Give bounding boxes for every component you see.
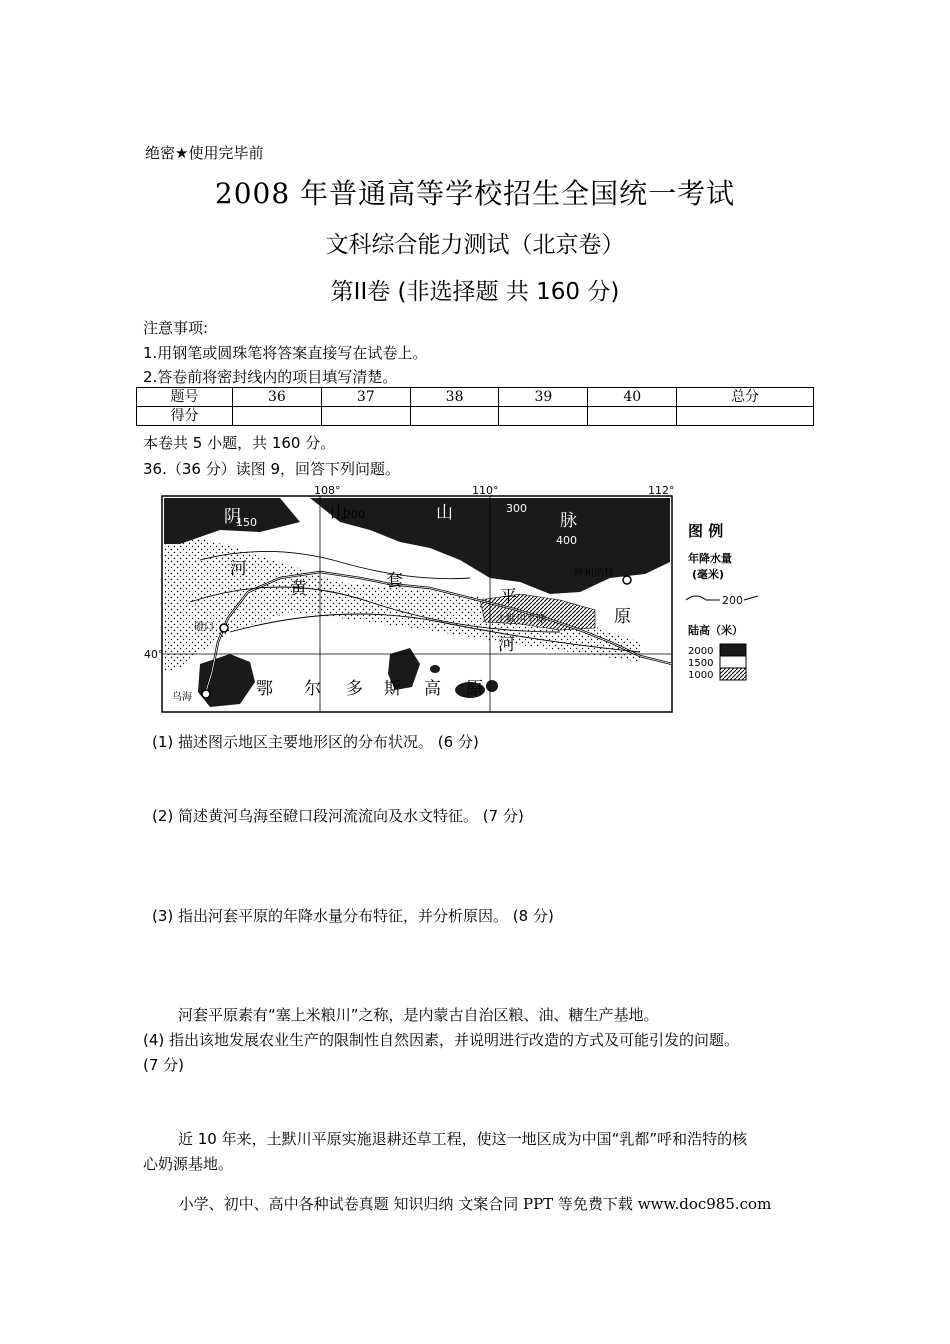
map-label-er: 尔 [304, 679, 321, 699]
question-1: (1) 描述图示地区主要地形区的分布状况。 (6 分) [152, 733, 479, 751]
score-cell[interactable] [677, 407, 814, 426]
notes-item-2: 2.答卷前将密封线内的项目填写清楚。 [143, 368, 398, 386]
score-cell[interactable] [499, 407, 588, 426]
table-cell: 得分 [137, 407, 233, 426]
table-cell: 36 [233, 388, 322, 407]
table-cell: 37 [321, 388, 410, 407]
table-cell: 总分 [677, 388, 814, 407]
score-cell[interactable] [410, 407, 499, 426]
legend-elev-title: 陆高（米） [688, 624, 743, 637]
map-label-wuhai: 乌海 [172, 692, 192, 703]
notes-heading: 注意事项: [143, 319, 209, 337]
map-label-si: 斯 [384, 679, 401, 699]
exam-title: 2008 年普通高等学校招生全国统一考试 [214, 177, 736, 210]
paper-summary: 本卷共 5 小题，共 160 分。 [143, 434, 336, 452]
legend-rain-unit: (毫米) [692, 568, 725, 581]
legend-rain-value: 200 [722, 594, 743, 607]
map-label-yin: 阴 [224, 507, 241, 527]
legend-swatch-2000 [720, 644, 746, 656]
legend-elev-1000: 1000 [688, 670, 714, 681]
legend-rain-title: 年降水量 [688, 552, 732, 565]
map-label-huhehaote: 呼和浩特 [574, 568, 614, 579]
lon-108-label: 108° [314, 484, 341, 497]
question-4-points: (7 分) [143, 1056, 185, 1074]
footer-ad[interactable]: 小学、初中、高中各种试卷真题 知识归纳 文案合同 PPT 等免费下载 www.doc985.com [178, 1195, 772, 1213]
legend-isohyet-line [686, 596, 720, 600]
plateau-high-area [486, 680, 498, 692]
lon-110-label: 110° [472, 484, 499, 497]
map-label-dengkou: 磴口 [194, 622, 214, 633]
paragraph-hetao: 河套平原素有“塞上米粮川”之称，是内蒙古自治区粮、油、糖生产基地。 [178, 1006, 659, 1024]
secret-mark: 绝密★使用完毕前 [145, 144, 264, 162]
table-cell: 题号 [137, 388, 233, 407]
map-label-he: 河 [230, 559, 247, 579]
legend-swatch-1500 [720, 656, 746, 668]
map-label-huang: 黄 [290, 579, 307, 599]
wuhai-city-marker [202, 690, 210, 698]
legend-swatch-1000 [720, 668, 746, 680]
lon-112-label: 112° [648, 484, 675, 497]
map-label-duo: 多 [346, 679, 363, 699]
legend-isohyet-line [744, 596, 758, 600]
exam-subtitle: 文科综合能力测试（北京卷） [325, 232, 625, 258]
question-2: (2) 简述黄河乌海至磴口段河流流向及水文特征。 (7 分) [152, 807, 524, 825]
isohyet-400-label: 400 [556, 534, 577, 547]
map-label-e: 鄂 [256, 679, 273, 699]
map-label-tumochuan: 土默川平原 [496, 614, 546, 625]
legend-elev-2000: 2000 [688, 646, 714, 657]
question-36-intro: 36.（36 分）读图 9，回答下列问题。 [143, 460, 401, 478]
table-cell: 39 [499, 388, 588, 407]
score-table-header-row [137, 388, 814, 407]
score-cell[interactable] [233, 407, 322, 426]
dengkou-city-marker [220, 624, 228, 632]
paragraph-tumochuan-line1: 近 10 年来，土默川平原实施退耕还草工程，使这一地区成为中国“乳都”呼和浩特的核 [178, 1130, 748, 1148]
score-cell[interactable] [321, 407, 410, 426]
legend-elev-1500: 1500 [688, 658, 714, 669]
table-cell: 38 [410, 388, 499, 407]
score-table [136, 387, 814, 426]
map-label-gao: 高 [424, 679, 441, 699]
lat-40-label: 40° [144, 648, 164, 661]
isohyet-150-label: 150 [236, 516, 257, 529]
question-4: (4) 指出该地发展农业生产的限制性自然因素，并说明进行改造的方式及可能引发的问题。 [143, 1031, 740, 1049]
map-label-yuan2: 原 [466, 679, 483, 699]
paragraph-tumochuan-line2: 心奶源基地。 [143, 1155, 234, 1173]
map-label-mai: 脉 [560, 511, 577, 531]
map-label-shan: 山 [330, 503, 347, 523]
map-label-he2: 河 [498, 635, 515, 655]
score-table-score-row [137, 407, 814, 426]
huhehaote-city-marker [623, 576, 631, 584]
map-label-yuan: 原 [614, 607, 631, 627]
map-label-shan2: 山 [436, 503, 453, 523]
question-3: (3) 指出河套平原的年降水量分布特征，并分析原因。 (8 分) [152, 907, 554, 925]
table-cell: 40 [588, 388, 677, 407]
notes-item-1: 1.用钢笔或圆珠笔将答案直接写在试卷上。 [143, 344, 428, 362]
plateau-high-area [430, 665, 440, 673]
section-title: 第II卷 (非选择题 共 160 分) [330, 279, 620, 305]
legend-title: 图 例 [688, 522, 724, 540]
map-label-tao: 套 [386, 571, 403, 591]
map-label-ping: 平 [500, 587, 517, 607]
score-cell[interactable] [588, 407, 677, 426]
isohyet-300-label: 300 [506, 502, 527, 515]
isohyet-200-label: 200 [344, 508, 365, 521]
figure-9-map [140, 482, 760, 714]
